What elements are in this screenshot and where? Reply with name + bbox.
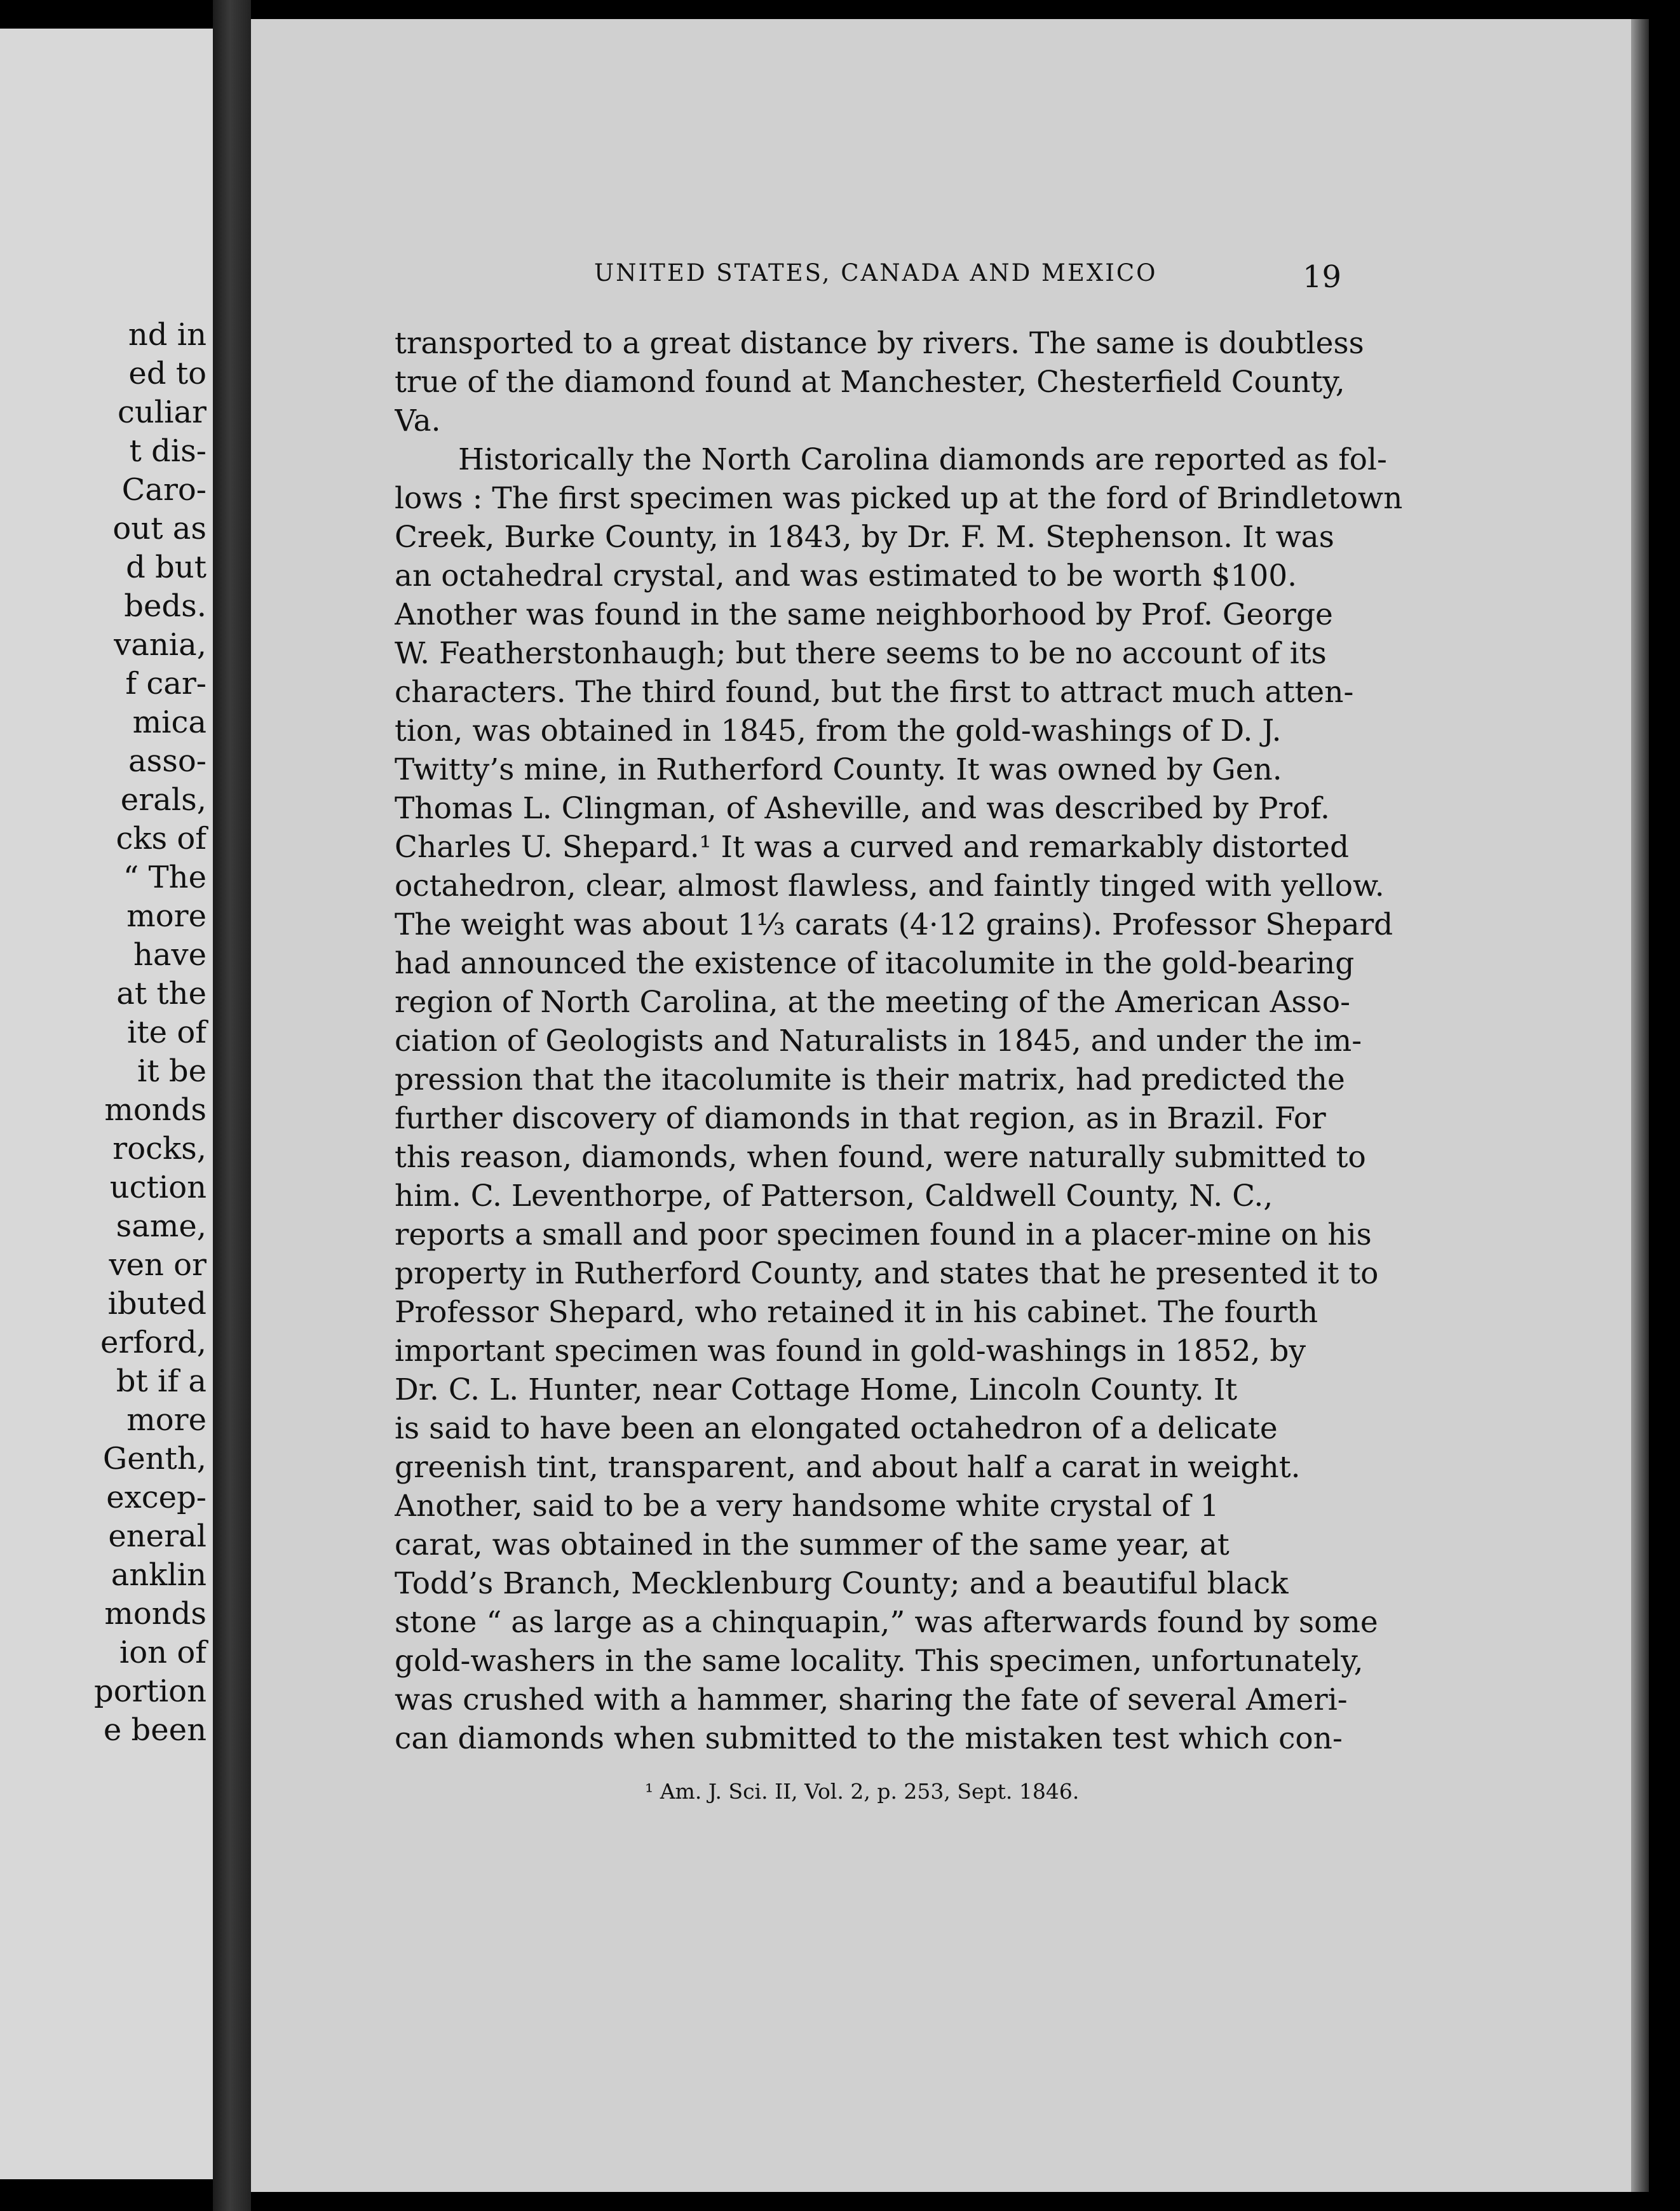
body-text [395,324,1580,1758]
left-line: mica [132,705,207,740]
left-line: “ The [123,860,207,895]
left-line: out as [112,511,207,546]
text-line: Charles U. Shepard.¹ It was a curved and remarkably distorted [395,830,1350,865]
left-line: bt if a [116,1363,207,1399]
left-line: it be [137,1053,207,1089]
text-line: stone “ as large as a chinquapin,” was afterwards found by some [395,1605,1378,1640]
left-line: at the [116,976,207,1011]
left-line: ed to [128,356,207,391]
text-line: is said to have been an elongated octahedron of a delicate [395,1411,1278,1446]
left-line: vania, [114,627,207,663]
text-line: Professor Shepard, who retained it in his cabinet. The fourth [395,1295,1318,1330]
left-line: ite of [127,1015,207,1050]
text-line: greenish tint, transparent, and about half a carat in weight. [395,1450,1301,1485]
left-line: ven or [109,1247,207,1283]
text-line: true of the diamond found at Manchester, Chesterfield County, [395,365,1345,400]
left-line: eneral [108,1518,207,1554]
text-line: ciation of Geologists and Naturalists in 1845, and under the im- [395,1024,1362,1058]
text-line: region of North Carolina, at the meeting of the American Asso- [395,985,1350,1020]
text-line: Another, said to be a very handsome white crystal of 1 [395,1489,1219,1524]
text-line: Twitty’s mine, in Rutherford County. It was owned by Gen. [395,752,1282,787]
text-line: had announced the existence of itacolumite in the gold-bearing [395,946,1355,981]
right-page [251,19,1649,2192]
page-edge [1631,19,1649,2192]
text-line: Dr. C. L. Hunter, near Cottage Home, Lincoln County. It [395,1372,1238,1407]
left-line: ion of [119,1635,207,1670]
text-line: lows : The first specimen was picked up at the ford of Brindletown [395,481,1403,516]
left-line: ibuted [107,1286,207,1322]
text-line: Todd’s Branch, Mecklenburg County; and a beautiful black [395,1566,1289,1601]
text-line: important specimen was found in gold-washings in 1852, by [395,1334,1306,1369]
left-line: monds [104,1596,207,1632]
left-line: f car- [125,666,207,701]
text-line: transported to a great distance by rivers. The same is doubtless [395,326,1364,361]
text-line: gold-washers in the same locality. This specimen, unfortunately, [395,1644,1364,1679]
left-line: t dis- [129,433,207,469]
text-line: was crushed with a hammer, sharing the fate of several Ameri- [395,1682,1348,1717]
left-line: Genth, [102,1441,207,1477]
left-line: same, [116,1208,207,1244]
left-line: d but [126,550,207,585]
running-head: UNITED STATES, CANADA AND MEXICO [594,259,1158,287]
text-line: Another was found in the same neighborhood by Prof. George [395,597,1333,632]
left-line: anklin [111,1557,207,1593]
text-line: pression that the itacolumite is their matrix, had predicted the [395,1062,1345,1097]
left-line: beds. [124,588,207,624]
left-page [0,29,213,2179]
left-page-text [0,316,207,1750]
left-line: portion [93,1673,207,1709]
left-line: Caro- [121,472,207,508]
text-line: W. Featherstonhaugh; but there seems to be no account of its [395,636,1327,671]
left-line: nd in [128,317,207,353]
left-line: more [126,898,207,934]
text-line: can diamonds when submitted to the mistaken test which con- [395,1721,1343,1756]
left-line: culiar [117,395,207,430]
footnote: ¹ Am. J. Sci. II, Vol. 2, p. 253, Sept. 1846. [645,1779,1080,1804]
text-line: octahedron, clear, almost flawless, and faintly tinged with yellow. [395,869,1385,903]
left-line: asso- [128,743,207,779]
left-line: excep- [106,1480,207,1515]
page-number: 19 [1303,259,1342,295]
text-line: Historically the North Carolina diamonds are reported as fol- [458,442,1387,477]
text-line: property in Rutherford County, and states that he presented it to [395,1256,1379,1291]
left-line: cks of [116,821,207,856]
text-line: further discovery of diamonds in that region, as in Brazil. For [395,1101,1326,1136]
text-line: characters. The third found, but the first to attract much atten- [395,675,1354,710]
text-line: this reason, diamonds, when found, were naturally submitted to [395,1140,1366,1175]
text-line: Va. [395,403,441,438]
text-line: reports a small and poor specimen found in a placer-mine on his [395,1217,1372,1252]
left-line: have [133,937,207,973]
text-line: carat, was obtained in the summer of the same year, at [395,1527,1230,1562]
text-line: tion, was obtained in 1845, from the gold-washings of D. J. [395,713,1282,748]
book-gutter [213,0,251,2211]
text-line: Thomas L. Clingman, of Asheville, and was described by Prof. [395,791,1330,826]
text-line: him. C. Leventhorpe, of Patterson, Caldwell County, N. C., [395,1179,1273,1214]
left-line: more [126,1402,207,1438]
left-line: rocks, [112,1131,207,1166]
left-line: monds [104,1092,207,1128]
left-line: erals, [120,782,207,818]
text-line: an octahedral crystal, and was estimated to be worth $100. [395,558,1297,593]
text-line: Creek, Burke County, in 1843, by Dr. F. M. Stephenson. It was [395,520,1334,555]
left-line: uction [109,1170,207,1205]
left-line: erford, [100,1325,207,1360]
left-line: e been [103,1712,207,1748]
text-line: The weight was about 1⅓ carats (4·12 grains). Professor Shepard [395,907,1393,942]
